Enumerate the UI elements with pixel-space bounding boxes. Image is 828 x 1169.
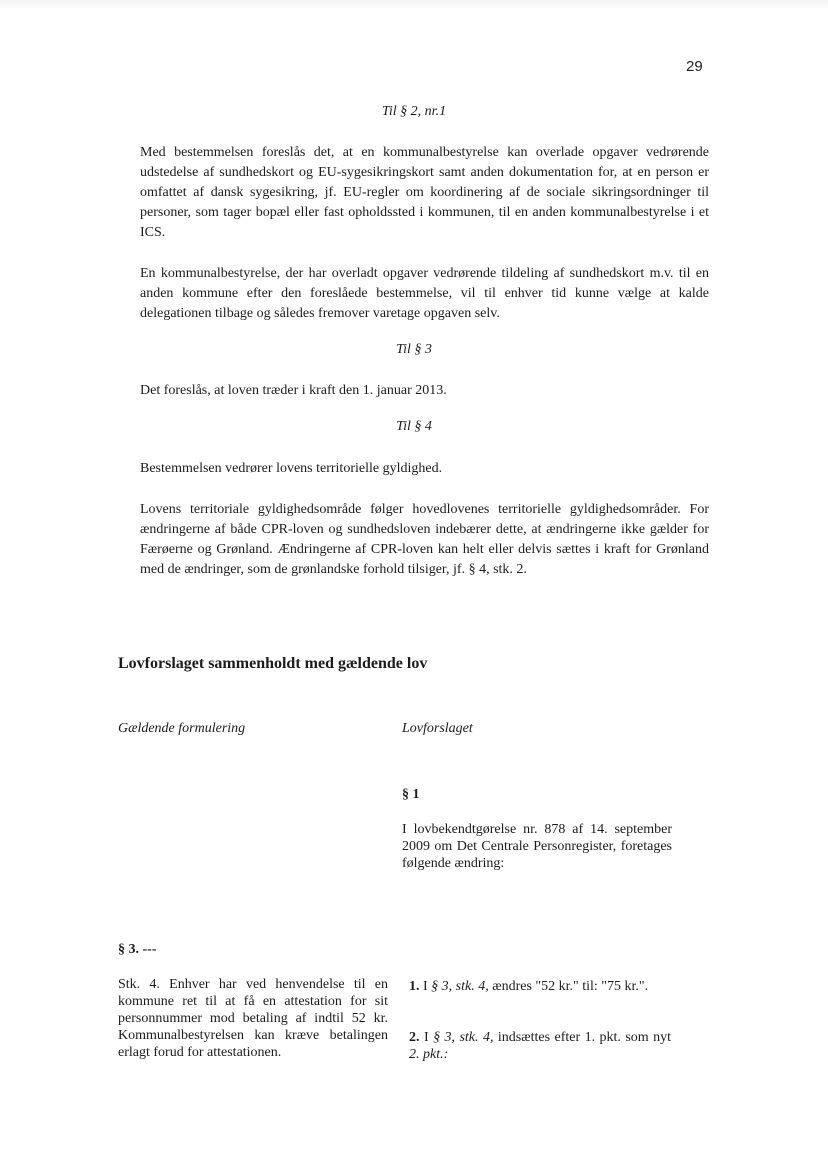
scan-edge	[0, 0, 828, 9]
amendment-item-2-tail: 2. pkt.:	[409, 1047, 449, 1062]
left-column-header: Gældende formulering	[118, 721, 246, 736]
left-current-text: Stk. 4. Enhver har ved henvendelse til en kommune ret til at få en attestation for sit personnummer mod betaling af indtil 52 kr. Kommunalbestyrelsen kan kræve betalingen erlagt forud for attestationen.	[118, 977, 388, 1060]
comparison-title: Lovforslaget sammenholdt med gældende lov	[118, 655, 428, 672]
paragraph-territorial: Bestemmelsen vedrører lovens territorielle gyldighed.	[140, 461, 443, 476]
amendment-item-1-text: ændres "52 kr." til: "75 kr.".	[492, 979, 649, 994]
right-column-header: Lovforslaget	[402, 721, 473, 736]
paragraph-recall: En kommunalbestyrelse, der har overladt opgaver vedrørende tildeling af sundhedskort m.v. til en anden kommune efter den foreslåede bestemmelse, vil til enhver tid kunne vælge at kalde delegationen tilbage og således fremover varetage opgaven selv.	[140, 266, 709, 321]
amendment-item-1-number: 1.	[409, 979, 420, 994]
right-section-heading: § 1	[402, 787, 420, 802]
amendment-item-2-text: indsættes efter 1. pkt. som nyt	[497, 1030, 672, 1045]
right-intro: I lovbekendtgørelse nr. 878 af 14. september 2009 om Det Centrale Personregister, foretages følgende ændring:	[402, 822, 672, 871]
page-number: 29	[686, 58, 703, 75]
paragraph-territorial-scope: Lovens territoriale gyldighedsområde følger hovedlovenes territorielle gyldighedsområder. For ændringerne af både CPR-loven og sundhedsloven indebærer dette, at ændringerne ikke gælder for Færøerne og Grønland. Ændringerne af CPR-loven kan helt eller delvis sættes i kraft for Grønland med de ændringer, som de grønlandske forhold tilsiger, jf. § 4, stk. 2.	[140, 502, 709, 577]
amendment-item-2	[409, 1029, 671, 1063]
amendment-item-1-prefix: I	[423, 979, 428, 994]
section-heading-2: Til § 2, nr.1	[381, 104, 447, 119]
section-heading-3: Til § 3	[396, 342, 432, 357]
amendment-item-1	[409, 978, 671, 995]
amendment-item-2-number: 2.	[409, 1030, 420, 1045]
paragraph-delegation: Med bestemmelsen foreslås det, at en kommunalbestyrelse kan overlade opgaver vedrørende udstedelse af sundhedskort og EU-sygesikringskort samt anden dokumentation for, at en person er omfattet af dansk sygesikring, jf. EU-regler om koordinering af de sociale sikringsordninger til personer, som tager bopæl eller fast opholdssted i kommunen, til en anden kommunalbestyrelse i et ICS.	[140, 145, 709, 240]
left-section-heading: § 3. ---	[118, 942, 157, 957]
paragraph-effective-date: Det foreslås, at loven træder i kraft den 1. januar 2013.	[140, 383, 447, 398]
section-heading-4: Til § 4	[396, 419, 432, 434]
amendment-item-2-ref: § 3, stk. 4,	[433, 1030, 494, 1045]
amendment-item-1-ref: § 3, stk. 4,	[431, 979, 489, 994]
amendment-item-2-prefix: I	[423, 1030, 429, 1045]
